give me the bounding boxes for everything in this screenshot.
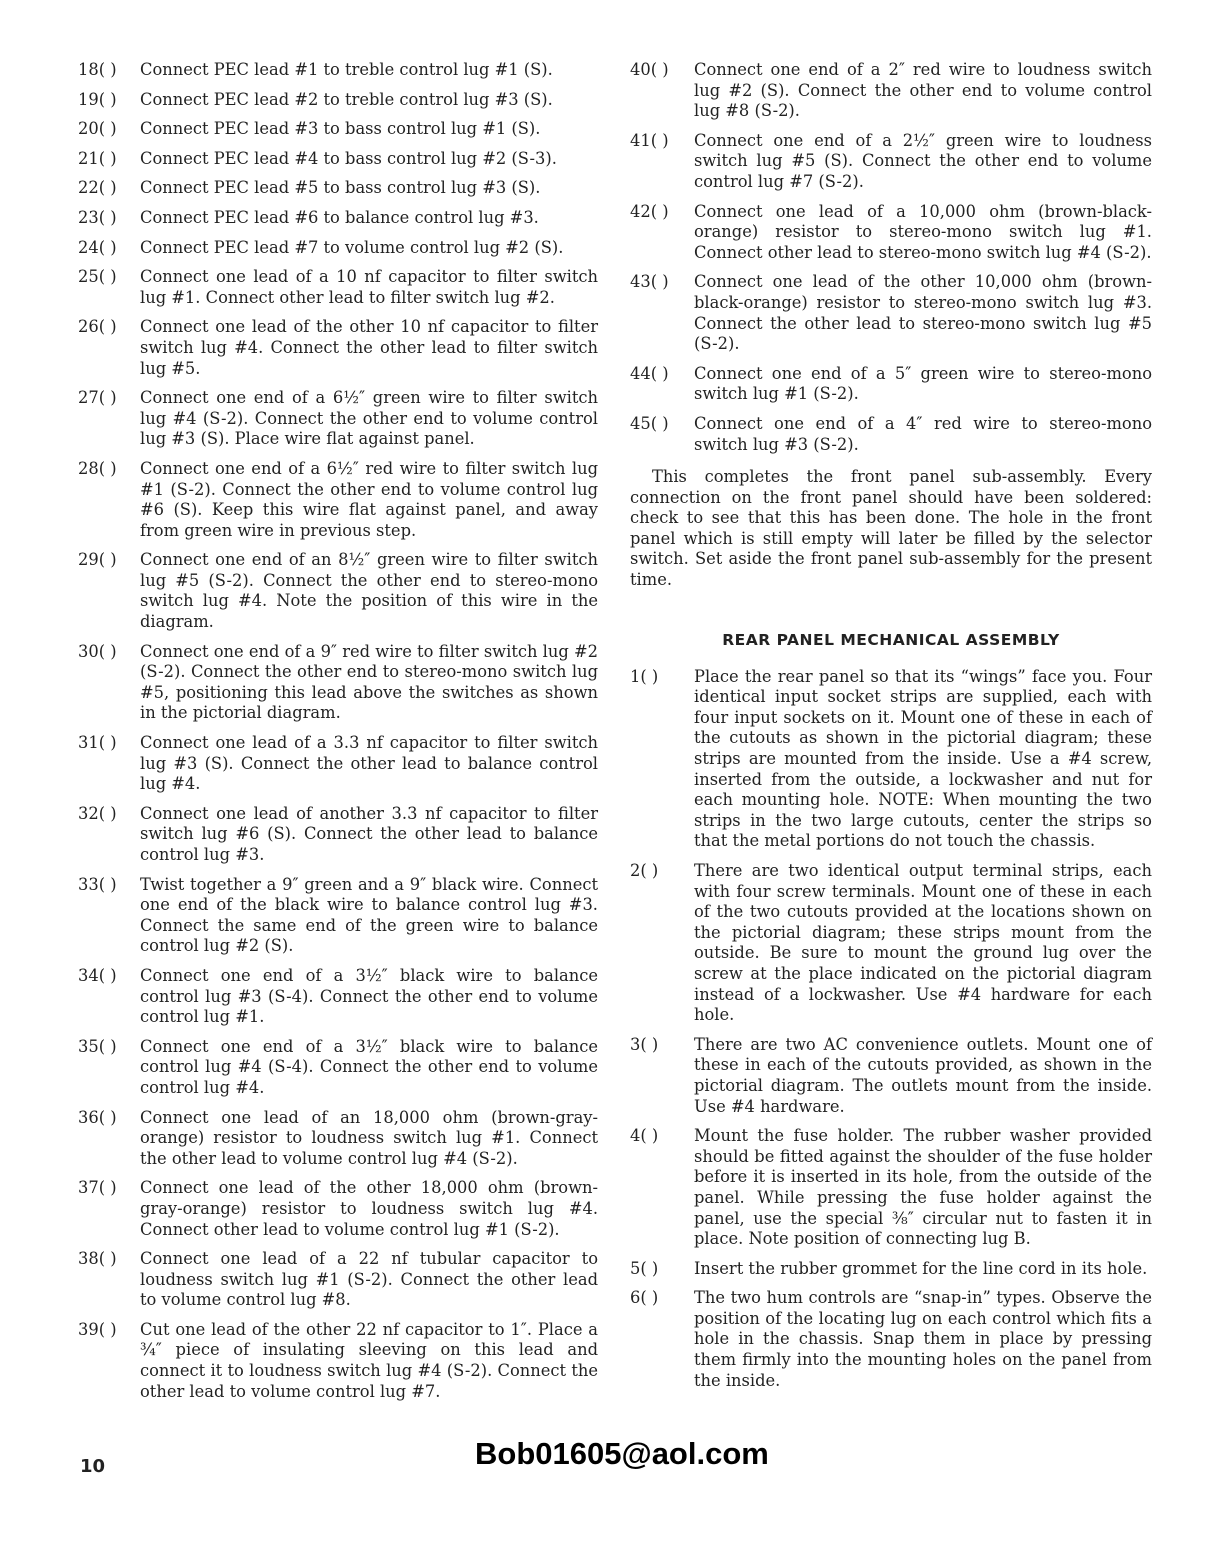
- step-21: 21( ) Connect PEC lead #4 to bass control lug #2 (S-3).: [78, 149, 598, 170]
- step-text: Connect one lead of a 22 nf tubular capacitor to loudness switch lug #1 (S-2). Connect the other lead to volume control lug #8.: [140, 1249, 598, 1310]
- step-36: 36( ) Connect one lead of an 18,000 ohm (brown-gray-orange) resistor to loudness switch lug #1. Connect the other lead to volume control lug #4 (S-2).: [78, 1107, 598, 1168]
- step-22: 22( ) Connect PEC lead #5 to bass control lug #3 (S).: [78, 178, 598, 199]
- step-text: Connect PEC lead #7 to volume control lug #2 (S).: [140, 237, 564, 257]
- closing-paragraph: This completes the front panel sub-assembly. Every connection on the front panel should have been soldered: check to see that this has been done. The hole in the front panel which is still empty will later be filled by the selector switch. Set aside the front panel sub-assembly for the present time.: [630, 467, 1152, 590]
- step-37: 37( ) Connect one lead of the other 18,000 ohm (brown-gray-orange) resistor to loudness switch lug #4. Connect other lead to volume control lug #1 (S-2).: [78, 1178, 598, 1239]
- step-text: There are two AC convenience outlets. Mount one of these in each of the cutouts provided, as shown in the pictorial diagram. The outlets mount from the inside. Use #4 hardware.: [694, 1034, 1152, 1116]
- step-text: Connect PEC lead #2 to treble control lug #3 (S).: [140, 89, 553, 109]
- step-28: 28( ) Connect one end of a 6½″ red wire to filter switch lug #1 (S-2). Connect the other end to volume control lug #6 (S). Keep this wire flat against panel, and away from green wire in previous step.: [78, 458, 598, 540]
- step-45: 45( ) Connect one end of a 4″ red wire to stereo-mono switch lug #3 (S-2).: [630, 413, 1152, 454]
- rear-step-5: 5( ) Insert the rubber grommet for the line cord in its hole.: [630, 1259, 1152, 1280]
- step-34: 34( ) Connect one end of a 3½″ black wire to balance control lug #3 (S-4). Connect the other end to volume control lug #1.: [78, 965, 598, 1027]
- rear-step-3: 3( ) There are two AC convenience outlets. Mount one of these in each of the cutouts provided, as shown in the pictorial diagram. The outlets mount from the inside. Use #4 hardware.: [630, 1034, 1152, 1116]
- step-text: Connect PEC lead #4 to bass control lug #2 (S-3).: [140, 148, 557, 168]
- section-heading: REAR PANEL MECHANICAL ASSEMBLY: [722, 630, 1060, 649]
- step-text: Connect one lead of the other 10,000 ohm (brown-black-orange) resistor to stereo-mono switch lug #3. Connect the other lead to stereo-mono switch lug #5 (S-2).: [694, 272, 1152, 354]
- step-38: 38( ) Connect one lead of a 22 nf tubular capacitor to loudness switch lug #1 (S-2). Connect the other lead to volume control lug #8.: [78, 1249, 598, 1310]
- step-text: Connect PEC lead #1 to treble control lug #1 (S).: [140, 60, 553, 79]
- page-number: 10: [80, 1456, 106, 1477]
- step-text: Connect one end of an 8½″ green wire to filter switch lug #5 (S-2). Connect the other end to stereo-mono switch lug #4. Note the position of this wire in the diagram.: [140, 550, 598, 632]
- step-text: Connect one lead of a 10,000 ohm (brown-black-orange) resistor to stereo-mono switch lug #1. Connect other lead to stereo-mono switch lug #4 (S-2).: [694, 201, 1152, 262]
- step-text: Mount the fuse holder. The rubber washer provided should be fitted against the shoulder of the fuse holder before it is inserted in its hole, from the outside of the panel. While pressing the fuse holder against the panel, use the special ⅜″ circular nut to fasten it in place. Note position of connecting lug B.: [694, 1126, 1152, 1249]
- step-31: 31( ) Connect one lead of a 3.3 nf capacitor to filter switch lug #3 (S). Connect the other lead to balance control lug #4.: [78, 733, 598, 794]
- step-text: Connect one end of a 9″ red wire to filter switch lug #2 (S-2). Connect the other end to stereo-mono switch lug #5, positioning this lead above the switches as shown in the pictorial diagram.: [140, 641, 598, 723]
- step-20: 20( ) Connect PEC lead #3 to bass control lug #1 (S).: [78, 119, 598, 140]
- step-text: Connect PEC lead #5 to bass control lug #3 (S).: [140, 178, 541, 198]
- step-text: Cut one lead of the other 22 nf capacitor to 1″. Place a ¾″ piece of insulating sleeving on this lead and connect it to loudness switch lug #4 (S-2). Connect the other lead to volume control lug #7.: [140, 1319, 598, 1401]
- step-text: Twist together a 9″ green and a 9″ black wire. Connect one end of the black wire to balance control lug #3. Connect the same end of the green wire to balance control lug #2 (S).: [140, 874, 598, 956]
- step-44: 44( ) Connect one end of a 5″ green wire to stereo-mono switch lug #1 (S-2).: [630, 363, 1152, 404]
- left-column: [78, 60, 598, 1411]
- step-text: Connect one lead of another 3.3 nf capacitor to filter switch lug #6 (S). Connect the other lead to balance control lug #3.: [140, 803, 598, 864]
- step-text: Connect one end of a 4″ red wire to stereo-mono switch lug #3 (S-2).: [694, 413, 1152, 454]
- step-text: Connect one lead of the other 10 nf capacitor to filter switch lug #4. Connect the other lead to filter switch lug #5.: [140, 317, 598, 378]
- step-26: 26( ) Connect one lead of the other 10 nf capacitor to filter switch lug #4. Connect the other lead to filter switch lug #5.: [78, 317, 598, 378]
- step-text: Place the rear panel so that its “wings” face you. Four identical input socket strips are supplied, each with four input sockets on it. Mount one of these in each of the cutouts as shown in the pictorial diagram; these strips are mounted from the inside. Use a #4 screw, inserted from the outside, a lockwasher and nut for each mounting hole. NOTE: When mounting the two strips in the two large cutouts, center the strips so that the metal portions do not touch the chassis.: [694, 666, 1152, 851]
- step-text: Connect one end of a 6½″ red wire to filter switch lug #1 (S-2). Connect the other end to volume control lug #6 (S). Keep this wire flat against panel, and away from green wire in previous step.: [140, 458, 598, 540]
- step-35: 35( ) Connect one end of a 3½″ black wire to balance control lug #4 (S-4). Connect the other end to volume control lug #4.: [78, 1036, 598, 1097]
- step-text: Connect one end of a 5″ green wire to stereo-mono switch lug #1 (S-2).: [694, 363, 1152, 404]
- step-text: Connect one lead of a 3.3 nf capacitor to filter switch lug #3 (S). Connect the other lead to balance control lug #4.: [140, 733, 598, 794]
- watermark-email: Bob01605@aol.com: [475, 1436, 769, 1471]
- step-24: 24( ) Connect PEC lead #7 to volume control lug #2 (S).: [78, 238, 598, 259]
- step-30: 30( ) Connect one end of a 9″ red wire to filter switch lug #2 (S-2). Connect the other end to stereo-mono switch lug #5, positioning this lead above the switches as shown in the pictorial diagram.: [78, 641, 598, 723]
- step-42: 42( ) Connect one lead of a 10,000 ohm (brown-black-orange) resistor to stereo-mono switch lug #1. Connect other lead to stereo-mono switch lug #4 (S-2).: [630, 201, 1152, 262]
- step-text: Connect one lead of an 18,000 ohm (brown-gray-orange) resistor to loudness switch lug #1. Connect the other lead to volume control lug #4 (S-2).: [140, 1107, 598, 1168]
- step-text: Connect one end of a 3½″ black wire to balance control lug #4 (S-4). Connect the other end to volume control lug #4.: [140, 1036, 598, 1097]
- step-43: 43( ) Connect one lead of the other 10,000 ohm (brown-black-orange) resistor to stereo-mono switch lug #3. Connect the other lead to stereo-mono switch lug #5 (S-2).: [630, 272, 1152, 354]
- step-33: 33( ) Twist together a 9″ green and a 9″ black wire. Connect one end of the black wire to balance control lug #3. Connect the same end of the green wire to balance control lug #2 (S).: [78, 874, 598, 956]
- step-text: Connect one end of a 2″ red wire to loudness switch lug #2 (S). Connect the other end to volume control lug #8 (S-2).: [694, 60, 1152, 121]
- step-text: Connect one lead of the other 18,000 ohm (brown-gray-orange) resistor to loudness switch lug #4. Connect other lead to volume control lug #1 (S-2).: [140, 1178, 598, 1239]
- step-19: 19( ) Connect PEC lead #2 to treble control lug #3 (S).: [78, 90, 598, 111]
- step-text: The two hum controls are “snap-in” types. Observe the position of the locating lug on each control which fits a hole in the chassis. Snap them in place by pressing them firmly into the mounting holes on the panel from the inside.: [694, 1288, 1152, 1390]
- step-23: 23( ) Connect PEC lead #6 to balance control lug #3.: [78, 208, 598, 229]
- rear-step-1: 1( ) Place the rear panel so that its “wings” face you. Four identical input socket strips are supplied, each with four input sockets on it. Mount one of these in each of the cutouts as shown in the pictorial diagram; these strips are mounted from the inside. Use a #4 screw, inserted from the outside, a lockwasher and nut for each mounting hole. NOTE: When mounting the two strips in the two large cutouts, center the strips so that the metal portions do not touch the chassis.: [630, 666, 1152, 851]
- step-text: Connect one lead of a 10 nf capacitor to filter switch lug #1. Connect other lead to filter switch lug #2.: [140, 267, 598, 307]
- rear-step-6: 6( ) The two hum controls are “snap-in” types. Observe the position of the locating lug on each control which fits a hole in the chassis. Snap them in place by pressing them firmly into the mounting holes on the panel from the inside.: [630, 1288, 1152, 1390]
- rear-step-4: 4( ) Mount the fuse holder. The rubber washer provided should be fitted against the shoulder of the fuse holder before it is inserted in its hole, from the outside of the panel. While pressing the fuse holder against the panel, use the special ⅜″ circular nut to fasten it in place. Note position of connecting lug B.: [630, 1126, 1152, 1249]
- step-text: Insert the rubber grommet for the line cord in its hole.: [694, 1258, 1148, 1278]
- step-32: 32( ) Connect one lead of another 3.3 nf capacitor to filter switch lug #6 (S). Connect the other lead to balance control lug #3.: [78, 803, 598, 864]
- right-column: [630, 60, 1152, 1400]
- rear-step-2: 2( ) There are two identical output terminal strips, each with four screw terminals. Mount one of these in each of the two cutouts provided at the locations shown on the pictorial diagram; these strips mount from the outside. Be sure to mount the ground lug over the screw at the place indicated on the pictorial diagram instead of a lockwasher. Use #4 hardware for each hole.: [630, 861, 1152, 1025]
- step-text: There are two identical output terminal strips, each with four screw terminals. Mount one of these in each of the two cutouts provided at the locations shown on the pictorial diagram; these strips mount from the outside. Be sure to mount the ground lug over the screw at the place indicated on the pictorial diagram instead of a lockwasher. Use #4 hardware for each hole.: [694, 861, 1152, 1025]
- step-18: 18( ) Connect PEC lead #1 to treble control lug #1 (S).: [78, 60, 598, 81]
- step-41: 41( ) Connect one end of a 2½″ green wire to loudness switch lug #5 (S). Connect the other end to volume control lug #7 (S-2).: [630, 130, 1152, 191]
- step-text: Connect one end of a 3½″ black wire to balance control lug #3 (S-4). Connect the other end to volume control lug #1.: [140, 965, 598, 1027]
- step-27: 27( ) Connect one end of a 6½″ green wire to filter switch lug #4 (S-2). Connect the other end to volume control lug #3 (S). Place wire flat against panel.: [78, 388, 598, 449]
- step-29: 29( ) Connect one end of an 8½″ green wire to filter switch lug #5 (S-2). Connect the other end to stereo-mono switch lug #4. Note the position of this wire in the diagram.: [78, 550, 598, 632]
- step-text: Connect PEC lead #3 to bass control lug #1 (S).: [140, 119, 541, 139]
- step-text: Connect PEC lead #6 to balance control lug #3.: [140, 207, 539, 227]
- step-39: 39( ) Cut one lead of the other 22 nf capacitor to 1″. Place a ¾″ piece of insulating sleeving on this lead and connect it to loudness switch lug #4 (S-2). Connect the other lead to volume control lug #7.: [78, 1319, 598, 1401]
- step-25: 25( ) Connect one lead of a 10 nf capacitor to filter switch lug #1. Connect other lead to filter switch lug #2.: [78, 267, 598, 307]
- step-text: Connect one end of a 6½″ green wire to filter switch lug #4 (S-2). Connect the other end to volume control lug #3 (S). Place wire flat against panel.: [140, 388, 598, 449]
- step-text: Connect one end of a 2½″ green wire to loudness switch lug #5 (S). Connect the other end to volume control lug #7 (S-2).: [694, 130, 1152, 191]
- step-40: 40( ) Connect one end of a 2″ red wire to loudness switch lug #2 (S). Connect the other end to volume control lug #8 (S-2).: [630, 60, 1152, 121]
